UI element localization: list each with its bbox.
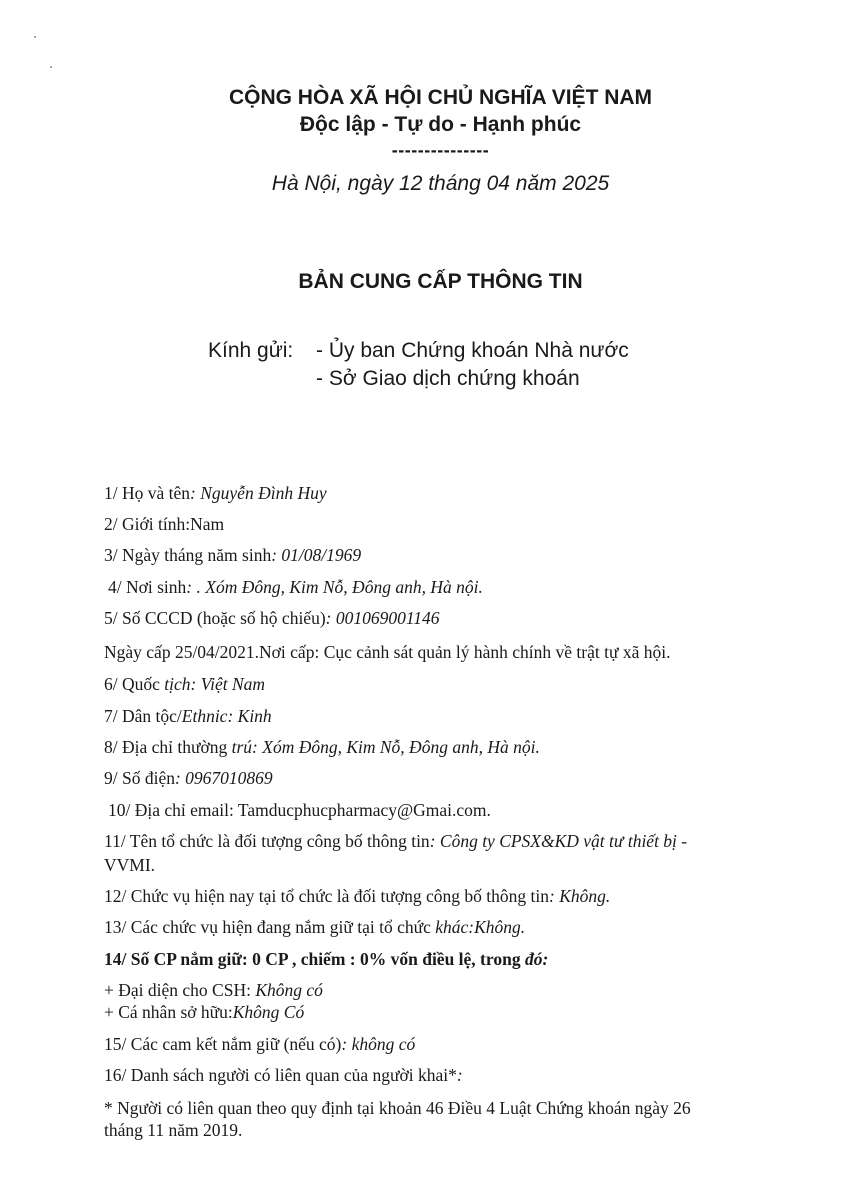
recipient-item: - Sở Giao dịch chứng khoán	[316, 367, 580, 390]
header-rule: ---------------	[391, 140, 490, 160]
field-full-name	[104, 483, 327, 504]
field-label: 4/ Nơi sinh	[108, 577, 187, 597]
field-nationality	[104, 674, 265, 695]
field-current-position	[104, 886, 610, 907]
field-value: Không Có	[232, 1002, 305, 1022]
scan-speck	[34, 36, 36, 38]
field-label: 3/ Ngày tháng năm sinh	[104, 545, 272, 565]
field-label: + Đại diện cho CSH:	[104, 980, 256, 1000]
field-value: : Công ty CPSX&KD vật tư thiết bị -	[429, 831, 688, 851]
document-title: BẢN CUNG CẤP THÔNG TIN	[298, 270, 583, 293]
field-label: 5/ Số CCCD (hoặc số hộ chiếu)	[104, 608, 326, 628]
field-ethnicity	[104, 706, 272, 727]
field-value: trú: Xóm Đông, Kim Nỗ, Đông anh, Hà nội.	[231, 737, 540, 757]
field-label: 1/ Họ và tên	[104, 483, 191, 503]
field-label: 12/ Chức vụ hiện nay tại tổ chức là đối tượng công bố thông tin	[104, 886, 550, 906]
field-value: : không có	[341, 1034, 416, 1054]
field-value: tịch: Việt Nam	[164, 674, 266, 694]
nation-heading: CỘNG HÒA XÃ HỘI CHỦ NGHĨA VIỆT NAM	[228, 86, 653, 109]
field-id-issue: Ngày cấp 25/04/2021.Nơi cấp: Cục cảnh sát quản lý hành chính về trật tự xã hội.	[104, 642, 671, 662]
field-value: : 01/08/1969	[271, 545, 362, 565]
footnote-cont: tháng 11 năm 2019.	[104, 1120, 243, 1140]
field-id-number	[104, 608, 440, 629]
field-gender: 2/ Giới tính:Nam	[104, 514, 225, 534]
field-value: : 001069001146	[325, 608, 440, 628]
field-label: 13/ Các chức vụ hiện đang nắm giữ tại tổ chức	[104, 917, 436, 937]
field-holding-commitments	[104, 1034, 415, 1055]
field-phone	[104, 768, 273, 789]
field-email: 10/ Địa chỉ email: Tamducphucpharmacy@Gmai.com.	[108, 800, 491, 820]
field-label: 9/ Số điện	[104, 768, 175, 788]
scan-speck	[50, 66, 52, 68]
place-date: Hà Nội, ngày 12 tháng 04 năm 2025	[271, 172, 610, 195]
field-organization	[104, 831, 687, 852]
field-value: : . Xóm Đông, Kim Nỗ, Đông anh, Hà nội.	[186, 577, 483, 597]
field-value: Ethnic: Kinh	[181, 706, 272, 726]
recipient-label: Kính gửi:	[208, 339, 294, 362]
field-shares-personal	[104, 1002, 304, 1023]
motto-heading: Độc lập - Tự do - Hạnh phúc	[299, 113, 582, 136]
field-value: khác:Không.	[435, 917, 526, 937]
footnote: * Người có liên quan theo quy định tại khoản 46 Điều 4 Luật Chứng khoán ngày 26	[104, 1098, 691, 1118]
field-value: : Không.	[549, 886, 611, 906]
field-related-persons	[104, 1065, 463, 1086]
field-shares-held	[104, 949, 548, 970]
field-shares-representative	[104, 980, 323, 1001]
field-label: + Cá nhân sở hữu:	[104, 1002, 233, 1022]
field-label: 11/ Tên tổ chức là đối tượng công bố thông tin	[104, 831, 430, 851]
field-label: 6/ Quốc	[104, 674, 165, 694]
field-other-positions	[104, 917, 525, 938]
field-label: 14/ Số CP nắm giữ: 0 CP , chiếm : 0% vốn điều lệ, trong	[104, 949, 525, 969]
field-label: 8/ Địa chỉ thường	[104, 737, 232, 757]
field-label: 16/ Danh sách người có liên quan của người khai*	[104, 1065, 457, 1085]
field-birth-date	[104, 545, 361, 566]
recipient-item: - Ủy ban Chứng khoán Nhà nước	[316, 339, 629, 362]
field-value: : 0967010869	[174, 768, 273, 788]
field-organization-cont: VVMI.	[104, 855, 156, 875]
field-value: : Nguyễn Đình Huy	[190, 483, 327, 503]
field-birth-place	[108, 577, 483, 598]
field-value: :	[456, 1065, 463, 1085]
field-value: Không có	[255, 980, 323, 1000]
field-label: 15/ Các cam kết nắm giữ (nếu có)	[104, 1034, 342, 1054]
field-label: 7/ Dân tộc/	[104, 706, 182, 726]
field-address	[104, 737, 540, 758]
field-value: đó:	[524, 949, 549, 969]
